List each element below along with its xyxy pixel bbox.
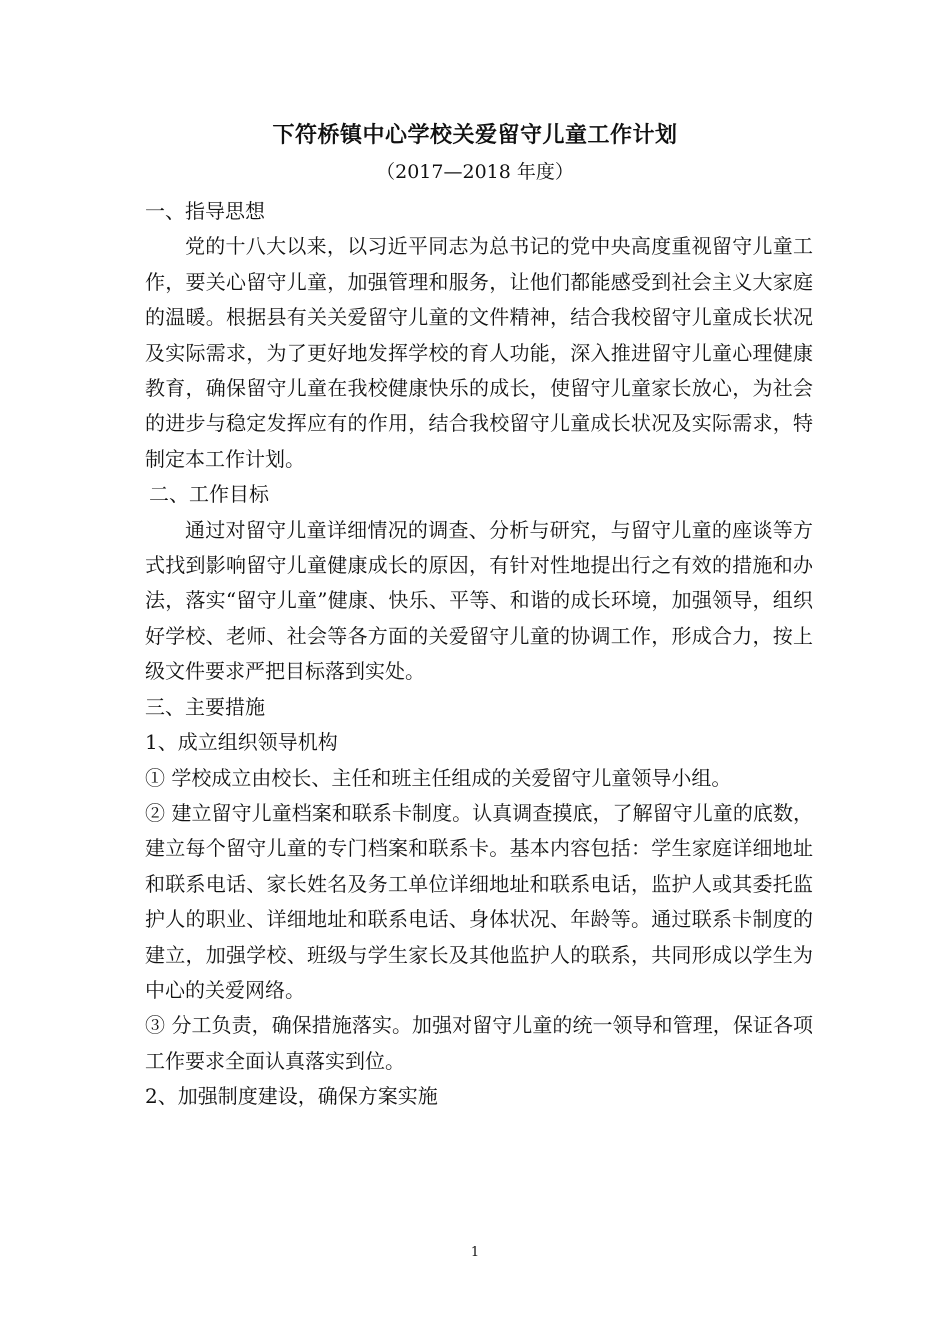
section-heading-work-goals: 二、工作目标 — [149, 482, 269, 507]
paragraph-guiding-ideology: 党的十八大以来，以习近平同志为总书记的党中央高度重视留守儿童工作，要关心留守儿童，加强管理和服务，让他们都能感受到社会主义大家庭的温暖。根据县有关关爱留守儿童的文件精神，结合我校留守儿童成长状况及实际需求，为了更好地发挥学校的育人功能，深入推进留守儿童心理健康教育，确保留守儿童在我校健康快乐的成长，使留守儿童家长放心，为社会的进步与稳定发挥应有的作用，结合我校留守儿童成长状况及实际需求，特制定本工作计划。 — [145, 234, 813, 471]
document-title: 下符桥镇中心学校关爱留守儿童工作计划 — [272, 123, 678, 148]
document-subtitle: （2017—2018 年度） — [376, 161, 574, 183]
paragraph-work-goals: 通过对留守儿童详细情况的调查、分析与研究，与留守儿童的座谈等方式找到影响留守儿童健康成长的原因，有针对性地提出行之有效的措施和办法，落实“留守儿童”健康、快乐、平等、和谐的成长环境，加强领导，组织好学校、老师、社会等各方面的关爱留守儿童的协调工作，形成合力，按上级文件要求严把目标落到实处。 — [145, 517, 813, 684]
section-heading-main-measures: 三、主要措施 — [145, 694, 265, 719]
page-number: 1 — [470, 1245, 480, 1260]
list-item-measure-1b: ② 建立留守儿童档案和联系卡制度。认真调查摸底，了解留守儿童的底数，建立每个留守儿童的专门档案和联系卡。基本内容包括：学生家庭详细地址和联系电话、家长姓名及务工单位详细地址和联系电话，监护人或其委托监护人的职业、详细地址和联系电话、身体状况、年龄等。通过联系卡制度的建立，加强学校、班级与学生家长及其他监护人的联系，共同形成以学生为中心的关爱网络。 — [145, 800, 813, 1002]
list-item-measure-1c: ③ 分工负责，确保措施落实。加强对留守儿童的统一领导和管理，保证各项工作要求全面认真落实到位。 — [145, 1013, 813, 1073]
section-heading-guiding-ideology: 一、指导思想 — [145, 199, 265, 223]
list-item-measure-2: 2、加强制度建设，确保方案实施 — [145, 1084, 438, 1109]
list-item-measure-1: 1、成立组织领导机构 — [145, 730, 338, 755]
list-item-measure-1a: ① 学校成立由校长、主任和班主任组成的关爱留守儿童领导小组。 — [145, 765, 732, 790]
document-body — [145, 194, 813, 1115]
